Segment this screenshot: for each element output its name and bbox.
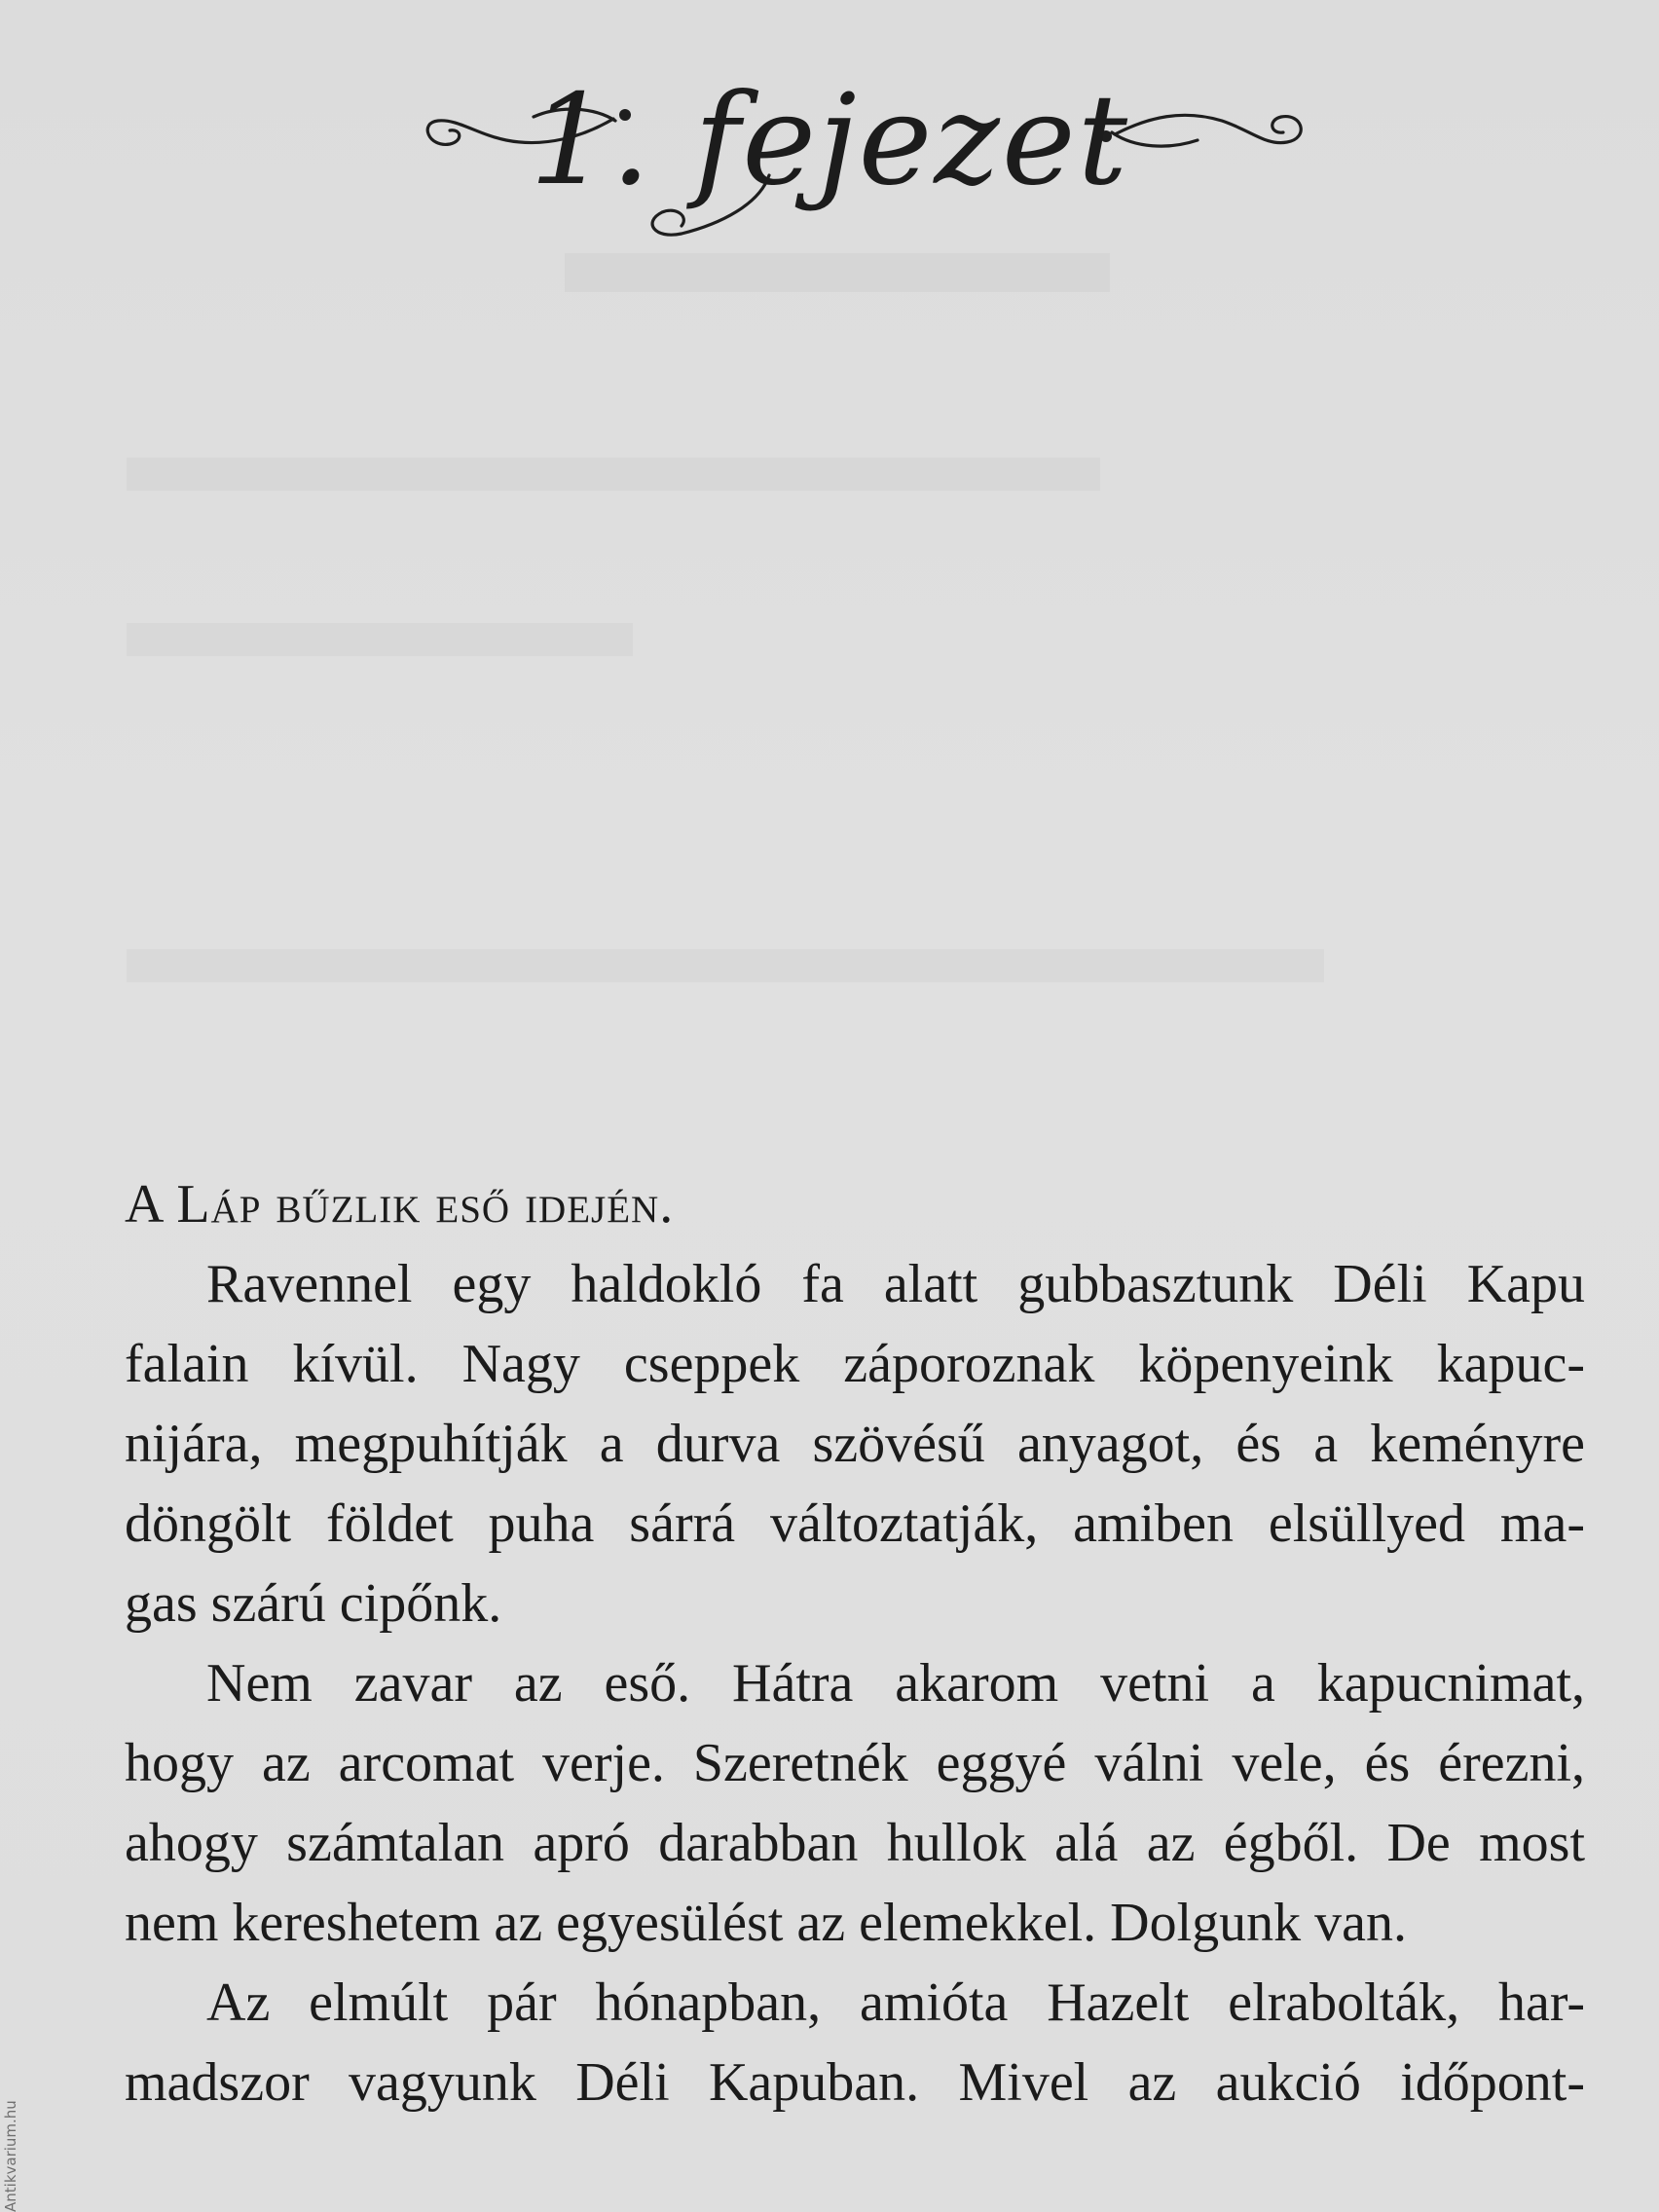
- bleed-through-shadow: [565, 253, 1110, 292]
- text-line: ahogy számtalan apró darabban hullok alá az égből. De most: [125, 1813, 1585, 1873]
- text-line: Ravennel egy haldokló fa alatt gubbasztunk Déli Kapu: [206, 1254, 1585, 1314]
- text-line: nem kereshetem az egyesülést az elemekkel. Dolgunk van.: [125, 1893, 1408, 1953]
- text-line: hogy az arcomat verje. Szeretnék eggyé válni vele, és érezni,: [125, 1733, 1585, 1793]
- bleed-through-shadow: [127, 949, 1324, 982]
- text-line: gas szárú cipőnk.: [125, 1573, 502, 1634]
- bleed-through-shadow: [127, 458, 1100, 491]
- text-line: döngölt földet puha sárrá változtatják, amiben elsüllyed ma-: [125, 1493, 1585, 1554]
- text-line: Az elmúlt pár hónapban, amióta Hazelt elrabolták, har-: [206, 1972, 1585, 2033]
- text-line: nijára, megpuhítják a durva szövésű anyagot, és a keményre: [125, 1414, 1585, 1474]
- watermark: Antikvarium.hu: [2, 2100, 19, 2212]
- body-text: [125, 1164, 1585, 2122]
- opening-line: A Láp bűzlik eső idején.: [125, 1174, 675, 1235]
- chapter-heading: [0, 39, 1659, 253]
- text-line: madszor vagyunk Déli Kapuban. Mivel az aukció időpont-: [125, 2052, 1585, 2113]
- bleed-through-shadow: [127, 623, 633, 656]
- text-line: Nem zavar az eső. Hátra akarom vetni a kapucnimat,: [206, 1653, 1585, 1714]
- chapter-title: 1. fejezet: [530, 68, 1129, 213]
- text-line: falain kívül. Nagy cseppek záporoznak köpenyeink kapuc-: [125, 1334, 1585, 1394]
